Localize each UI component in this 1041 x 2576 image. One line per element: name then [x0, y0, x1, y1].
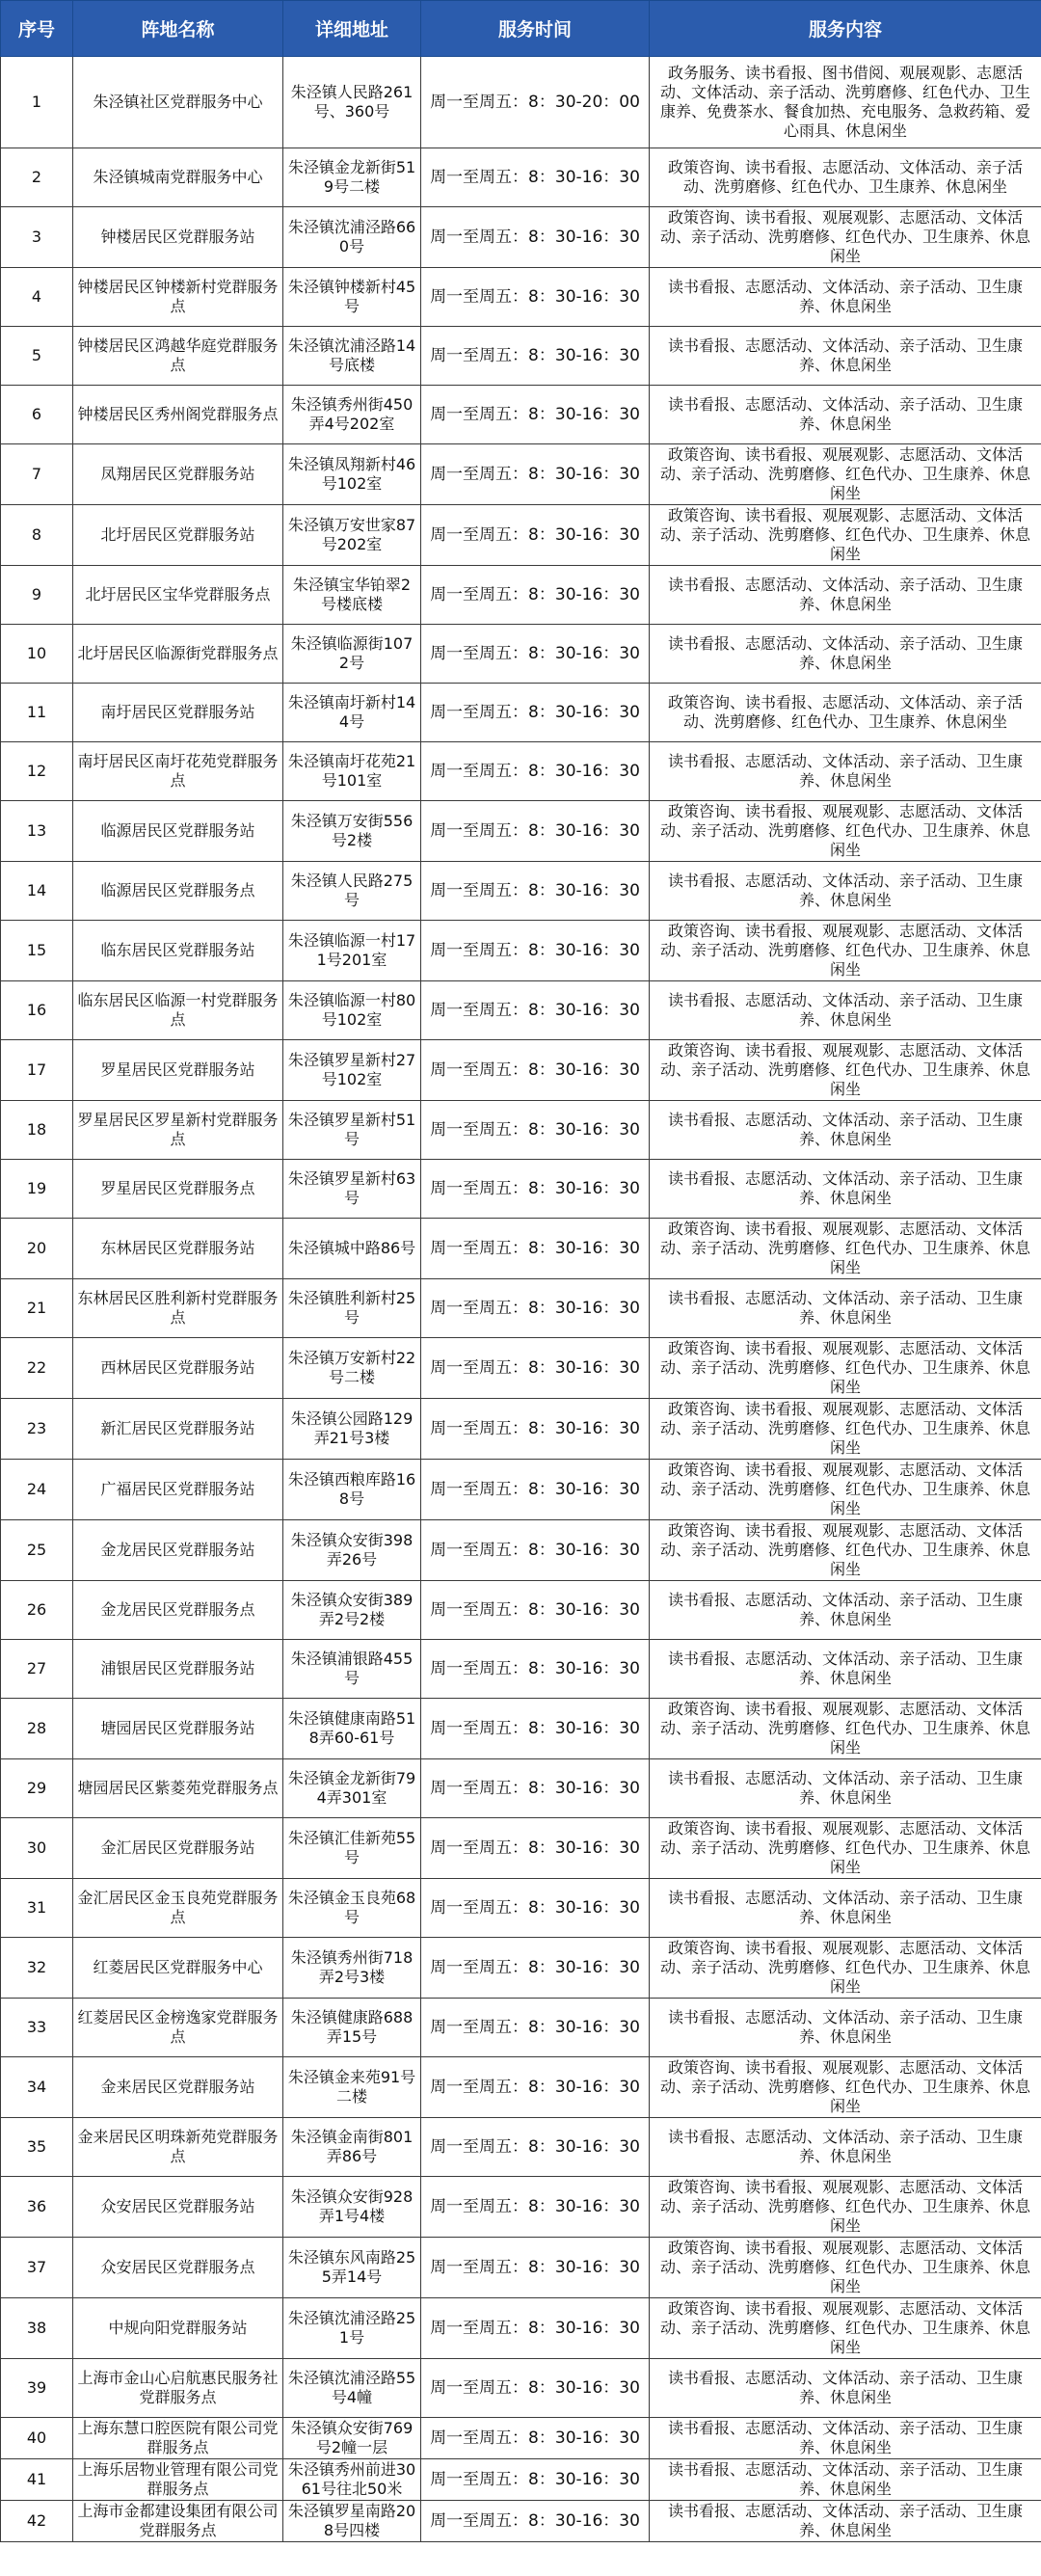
table-body — [1, 57, 1041, 2542]
table-row — [1, 148, 1041, 207]
row-address: 朱泾镇秀州街718弄2号3楼 — [283, 1938, 421, 1999]
table-row — [1, 2238, 1041, 2298]
row-service-content: 读书看报、志愿活动、文体活动、亲子活动、卫生康养、休息闲坐 — [650, 1160, 1041, 1219]
row-number: 30 — [1, 1818, 73, 1879]
row-number: 2 — [1, 148, 73, 207]
row-site-name: 临东居民区临源一村党群服务点 — [73, 981, 283, 1040]
table-row — [1, 1581, 1041, 1640]
table-row — [1, 2057, 1041, 2118]
row-number: 4 — [1, 268, 73, 327]
row-address: 朱泾镇胜利新村25号 — [283, 1279, 421, 1338]
row-address: 朱泾镇人民路275号 — [283, 862, 421, 921]
table-row — [1, 981, 1041, 1040]
row-site-name: 金来居民区党群服务站 — [73, 2057, 283, 2118]
row-service-content: 读书看报、志愿活动、文体活动、亲子活动、卫生康养、休息闲坐 — [650, 1999, 1041, 2057]
row-site-name: 众安居民区党群服务站 — [73, 2177, 283, 2238]
row-service-content: 政策咨询、读书看报、志愿活动、文体活动、亲子活动、洗剪磨修、红色代办、卫生康养、休息闲坐 — [650, 148, 1041, 207]
row-service-time: 周一至周五：8：30-16：30 — [421, 268, 650, 327]
table-row — [1, 1219, 1041, 1279]
row-service-time: 周一至周五：8：30-16：30 — [421, 1160, 650, 1219]
table-row — [1, 1879, 1041, 1938]
row-address: 朱泾镇金龙新街794弄301室 — [283, 1759, 421, 1818]
row-service-time: 周一至周五：8：30-16：30 — [421, 327, 650, 386]
row-service-time: 周一至周五：8：30-16：30 — [421, 2459, 650, 2501]
row-number: 11 — [1, 684, 73, 742]
row-service-time: 周一至周五：8：30-16：30 — [421, 1279, 650, 1338]
row-site-name: 钟楼居民区钟楼新村党群服务点 — [73, 268, 283, 327]
row-address: 朱泾镇人民路261号、360号 — [283, 57, 421, 148]
row-service-content: 政策咨询、读书看报、志愿活动、文体活动、亲子活动、洗剪磨修、红色代办、卫生康养、休息闲坐 — [650, 684, 1041, 742]
row-service-content: 读书看报、志愿活动、文体活动、亲子活动、卫生康养、休息闲坐 — [650, 566, 1041, 625]
row-number: 1 — [1, 57, 73, 148]
row-address: 朱泾镇临源街1072号 — [283, 625, 421, 684]
row-service-content: 政策咨询、读书看报、观展观影、志愿活动、文体活动、亲子活动、洗剪磨修、红色代办、卫生康养、休息闲坐 — [650, 2057, 1041, 2118]
row-address: 朱泾镇罗星新村63号 — [283, 1160, 421, 1219]
table-row — [1, 57, 1041, 148]
row-address: 朱泾镇众安街769号2幢一层 — [283, 2418, 421, 2459]
row-service-time: 周一至周五：8：30-16：30 — [421, 2177, 650, 2238]
row-address: 朱泾镇沈浦泾路14号底楼 — [283, 327, 421, 386]
row-service-time: 周一至周五：8：30-16：30 — [421, 684, 650, 742]
row-service-content: 政策咨询、读书看报、观展观影、志愿活动、文体活动、亲子活动、洗剪磨修、红色代办、卫生康养、休息闲坐 — [650, 801, 1041, 862]
table-row — [1, 1040, 1041, 1101]
row-service-content: 政策咨询、读书看报、观展观影、志愿活动、文体活动、亲子活动、洗剪磨修、红色代办、卫生康养、休息闲坐 — [650, 1520, 1041, 1581]
row-site-name: 东林居民区胜利新村党群服务点 — [73, 1279, 283, 1338]
row-number: 38 — [1, 2298, 73, 2359]
row-service-content: 读书看报、志愿活动、文体活动、亲子活动、卫生康养、休息闲坐 — [650, 1279, 1041, 1338]
table-header-row — [1, 1, 1041, 57]
row-number: 36 — [1, 2177, 73, 2238]
row-number: 15 — [1, 921, 73, 981]
row-number: 16 — [1, 981, 73, 1040]
row-site-name: 金汇居民区党群服务站 — [73, 1818, 283, 1879]
row-service-content: 政策咨询、读书看报、观展观影、志愿活动、文体活动、亲子活动、洗剪磨修、红色代办、卫生康养、休息闲坐 — [650, 1040, 1041, 1101]
row-service-content: 政策咨询、读书看报、观展观影、志愿活动、文体活动、亲子活动、洗剪磨修、红色代办、卫生康养、休息闲坐 — [650, 921, 1041, 981]
row-site-name: 西林居民区党群服务站 — [73, 1338, 283, 1399]
table-row — [1, 566, 1041, 625]
table-row — [1, 801, 1041, 862]
row-address: 朱泾镇万安街556号2楼 — [283, 801, 421, 862]
row-number: 33 — [1, 1999, 73, 2057]
row-site-name: 临东居民区党群服务站 — [73, 921, 283, 981]
row-service-content: 政策咨询、读书看报、观展观影、志愿活动、文体活动、亲子活动、洗剪磨修、红色代办、卫生康养、休息闲坐 — [650, 1399, 1041, 1460]
row-number: 26 — [1, 1581, 73, 1640]
row-service-content: 读书看报、志愿活动、文体活动、亲子活动、卫生康养、休息闲坐 — [650, 2418, 1041, 2459]
row-service-time: 周一至周五：8：30-16：30 — [421, 386, 650, 444]
row-address: 朱泾镇凤翔新村46号102室 — [283, 444, 421, 505]
row-site-name: 上海市金都建设集团有限公司党群服务点 — [73, 2501, 283, 2542]
row-site-name: 罗星居民区罗星新村党群服务点 — [73, 1101, 283, 1160]
row-site-name: 上海市金山心启航惠民服务社党群服务点 — [73, 2359, 283, 2418]
row-service-time: 周一至周五：8：30-16：30 — [421, 2359, 650, 2418]
row-service-content: 政策咨询、读书看报、观展观影、志愿活动、文体活动、亲子活动、洗剪磨修、红色代办、卫生康养、休息闲坐 — [650, 1938, 1041, 1999]
row-address: 朱泾镇健康南路518弄60-61号 — [283, 1699, 421, 1759]
row-address: 朱泾镇万安世家87号202室 — [283, 505, 421, 566]
row-site-name: 南圩居民区党群服务站 — [73, 684, 283, 742]
row-address: 朱泾镇公园路129弄21号3楼 — [283, 1399, 421, 1460]
row-service-time: 周一至周五：8：30-16：30 — [421, 1879, 650, 1938]
row-address: 朱泾镇众安街398弄26号 — [283, 1520, 421, 1581]
row-service-content: 读书看报、志愿活动、文体活动、亲子活动、卫生康养、休息闲坐 — [650, 742, 1041, 801]
row-service-time: 周一至周五：8：30-16：30 — [421, 1699, 650, 1759]
row-number: 37 — [1, 2238, 73, 2298]
row-service-content: 政策咨询、读书看报、观展观影、志愿活动、文体活动、亲子活动、洗剪磨修、红色代办、卫生康养、休息闲坐 — [650, 444, 1041, 505]
row-number: 32 — [1, 1938, 73, 1999]
table-row — [1, 1279, 1041, 1338]
table-row — [1, 444, 1041, 505]
row-site-name: 临源居民区党群服务点 — [73, 862, 283, 921]
row-site-name: 红菱居民区党群服务中心 — [73, 1938, 283, 1999]
row-number: 27 — [1, 1640, 73, 1699]
row-site-name: 新汇居民区党群服务站 — [73, 1399, 283, 1460]
row-service-time: 周一至周五：8：30-16：30 — [421, 2238, 650, 2298]
row-number: 13 — [1, 801, 73, 862]
row-site-name: 钟楼居民区秀州阁党群服务点 — [73, 386, 283, 444]
row-service-time: 周一至周五：8：30-16：30 — [421, 444, 650, 505]
header-service-time: 服务时间 — [421, 1, 650, 57]
row-address: 朱泾镇金来苑91号二楼 — [283, 2057, 421, 2118]
row-service-time: 周一至周五：8：30-20：00 — [421, 57, 650, 148]
row-site-name: 朱泾镇社区党群服务中心 — [73, 57, 283, 148]
row-address: 朱泾镇金龙新街519号二楼 — [283, 148, 421, 207]
row-address: 朱泾镇临源一村171号201室 — [283, 921, 421, 981]
row-number: 18 — [1, 1101, 73, 1160]
row-number: 8 — [1, 505, 73, 566]
row-number: 35 — [1, 2118, 73, 2177]
row-site-name: 朱泾镇城南党群服务中心 — [73, 148, 283, 207]
row-number: 5 — [1, 327, 73, 386]
row-service-content: 政策咨询、读书看报、观展观影、志愿活动、文体活动、亲子活动、洗剪磨修、红色代办、卫生康养、休息闲坐 — [650, 505, 1041, 566]
table-row — [1, 2118, 1041, 2177]
table-row — [1, 2418, 1041, 2459]
row-number: 14 — [1, 862, 73, 921]
row-site-name: 北圩居民区临源街党群服务点 — [73, 625, 283, 684]
row-service-time: 周一至周五：8：30-16：30 — [421, 801, 650, 862]
table-row — [1, 505, 1041, 566]
row-number: 42 — [1, 2501, 73, 2542]
row-number: 25 — [1, 1520, 73, 1581]
row-service-content: 读书看报、志愿活动、文体活动、亲子活动、卫生康养、休息闲坐 — [650, 1759, 1041, 1818]
row-address: 朱泾镇浦银路455号 — [283, 1640, 421, 1699]
row-service-time: 周一至周五：8：30-16：30 — [421, 1581, 650, 1640]
row-address: 朱泾镇宝华铂翠2号楼底楼 — [283, 566, 421, 625]
table-row — [1, 1938, 1041, 1999]
table-row — [1, 862, 1041, 921]
row-service-content: 读书看报、志愿活动、文体活动、亲子活动、卫生康养、休息闲坐 — [650, 981, 1041, 1040]
row-number: 40 — [1, 2418, 73, 2459]
row-service-content: 政务服务、读书看报、图书借阅、观展观影、志愿活动、文体活动、亲子活动、洗剪磨修、红色代办、卫生康养、免费茶水、餐食加热、充电服务、急救药箱、爱心雨具、休息闲坐 — [650, 57, 1041, 148]
row-number: 24 — [1, 1460, 73, 1520]
row-site-name: 钟楼居民区党群服务站 — [73, 207, 283, 268]
row-service-content: 政策咨询、读书看报、观展观影、志愿活动、文体活动、亲子活动、洗剪磨修、红色代办、卫生康养、休息闲坐 — [650, 207, 1041, 268]
row-number: 17 — [1, 1040, 73, 1101]
row-service-time: 周一至周五：8：30-16：30 — [421, 1999, 650, 2057]
row-service-content: 政策咨询、读书看报、观展观影、志愿活动、文体活动、亲子活动、洗剪磨修、红色代办、卫生康养、休息闲坐 — [650, 1219, 1041, 1279]
row-site-name: 北圩居民区党群服务站 — [73, 505, 283, 566]
row-number: 39 — [1, 2359, 73, 2418]
row-service-content: 读书看报、志愿活动、文体活动、亲子活动、卫生康养、休息闲坐 — [650, 1879, 1041, 1938]
table-row — [1, 1460, 1041, 1520]
table-row — [1, 386, 1041, 444]
table-row — [1, 921, 1041, 981]
table-row — [1, 2359, 1041, 2418]
row-service-content: 政策咨询、读书看报、观展观影、志愿活动、文体活动、亲子活动、洗剪磨修、红色代办、卫生康养、休息闲坐 — [650, 2238, 1041, 2298]
table-row — [1, 1160, 1041, 1219]
row-service-time: 周一至周五：8：30-16：30 — [421, 1460, 650, 1520]
header-address: 详细地址 — [283, 1, 421, 57]
row-service-time: 周一至周五：8：30-16：30 — [421, 1338, 650, 1399]
row-number: 22 — [1, 1338, 73, 1399]
table-row — [1, 1818, 1041, 1879]
row-number: 29 — [1, 1759, 73, 1818]
row-service-content: 读书看报、志愿活动、文体活动、亲子活动、卫生康养、休息闲坐 — [650, 1101, 1041, 1160]
row-site-name: 东林居民区党群服务站 — [73, 1219, 283, 1279]
row-address: 朱泾镇南圩新村144号 — [283, 684, 421, 742]
row-number: 9 — [1, 566, 73, 625]
row-number: 10 — [1, 625, 73, 684]
table-row — [1, 2177, 1041, 2238]
row-service-time: 周一至周五：8：30-16：30 — [421, 1101, 650, 1160]
row-service-time: 周一至周五：8：30-16：30 — [421, 566, 650, 625]
row-service-time: 周一至周五：8：30-16：30 — [421, 2418, 650, 2459]
row-service-time: 周一至周五：8：30-16：30 — [421, 981, 650, 1040]
row-service-content: 读书看报、志愿活动、文体活动、亲子活动、卫生康养、休息闲坐 — [650, 327, 1041, 386]
row-service-time: 周一至周五：8：30-16：30 — [421, 1759, 650, 1818]
row-site-name: 罗星居民区党群服务站 — [73, 1040, 283, 1101]
table-row — [1, 2298, 1041, 2359]
row-site-name: 上海乐居物业管理有限公司党群服务点 — [73, 2459, 283, 2501]
row-site-name: 众安居民区党群服务点 — [73, 2238, 283, 2298]
row-number: 34 — [1, 2057, 73, 2118]
table-row — [1, 684, 1041, 742]
row-service-time: 周一至周五：8：30-16：30 — [421, 207, 650, 268]
row-service-content: 读书看报、志愿活动、文体活动、亲子活动、卫生康养、休息闲坐 — [650, 625, 1041, 684]
row-site-name: 金龙居民区党群服务站 — [73, 1520, 283, 1581]
row-service-time: 周一至周五：8：30-16：30 — [421, 1818, 650, 1879]
table-row — [1, 1399, 1041, 1460]
row-address: 朱泾镇秀州街450弄4号202室 — [283, 386, 421, 444]
row-address: 朱泾镇沈浦泾路55号4幢 — [283, 2359, 421, 2418]
row-address: 朱泾镇西粮库路168号 — [283, 1460, 421, 1520]
row-site-name: 广福居民区党群服务站 — [73, 1460, 283, 1520]
row-service-content: 读书看报、志愿活动、文体活动、亲子活动、卫生康养、休息闲坐 — [650, 386, 1041, 444]
table-row — [1, 268, 1041, 327]
row-service-time: 周一至周五：8：30-16：30 — [421, 625, 650, 684]
row-address: 朱泾镇东风南路255弄14号 — [283, 2238, 421, 2298]
row-site-name: 红菱居民区金榜逸家党群服务点 — [73, 1999, 283, 2057]
row-site-name: 南圩居民区南圩花苑党群服务点 — [73, 742, 283, 801]
table-row — [1, 1338, 1041, 1399]
row-address: 朱泾镇沈浦泾路660号 — [283, 207, 421, 268]
row-service-time: 周一至周五：8：30-16：30 — [421, 1938, 650, 1999]
row-number: 3 — [1, 207, 73, 268]
row-site-name: 金龙居民区党群服务点 — [73, 1581, 283, 1640]
table-row — [1, 2501, 1041, 2542]
row-number: 21 — [1, 1279, 73, 1338]
row-number: 28 — [1, 1699, 73, 1759]
row-number: 7 — [1, 444, 73, 505]
table-row — [1, 742, 1041, 801]
row-site-name: 中规向阳党群服务站 — [73, 2298, 283, 2359]
row-service-time: 周一至周五：8：30-16：30 — [421, 2298, 650, 2359]
header-site-name: 阵地名称 — [73, 1, 283, 57]
table-row — [1, 1640, 1041, 1699]
row-service-content: 读书看报、志愿活动、文体活动、亲子活动、卫生康养、休息闲坐 — [650, 2459, 1041, 2501]
row-address: 朱泾镇健康路688弄15号 — [283, 1999, 421, 2057]
row-service-content: 政策咨询、读书看报、观展观影、志愿活动、文体活动、亲子活动、洗剪磨修、红色代办、卫生康养、休息闲坐 — [650, 1818, 1041, 1879]
header-service-content: 服务内容 — [650, 1, 1041, 57]
table-row — [1, 1699, 1041, 1759]
row-address: 朱泾镇临源一村80号102室 — [283, 981, 421, 1040]
row-number: 41 — [1, 2459, 73, 2501]
row-address: 朱泾镇金南街801弄86号 — [283, 2118, 421, 2177]
row-address: 朱泾镇沈浦泾路251号 — [283, 2298, 421, 2359]
row-service-content: 政策咨询、读书看报、观展观影、志愿活动、文体活动、亲子活动、洗剪磨修、红色代办、卫生康养、休息闲坐 — [650, 1338, 1041, 1399]
table-row — [1, 625, 1041, 684]
row-service-time: 周一至周五：8：30-16：30 — [421, 1399, 650, 1460]
row-service-time: 周一至周五：8：30-16：30 — [421, 2057, 650, 2118]
row-site-name: 金来居民区明珠新苑党群服务点 — [73, 2118, 283, 2177]
table-row — [1, 327, 1041, 386]
row-service-content: 读书看报、志愿活动、文体活动、亲子活动、卫生康养、休息闲坐 — [650, 862, 1041, 921]
row-site-name: 金汇居民区金玉良苑党群服务点 — [73, 1879, 283, 1938]
row-service-time: 周一至周五：8：30-16：30 — [421, 505, 650, 566]
row-service-content: 读书看报、志愿活动、文体活动、亲子活动、卫生康养、休息闲坐 — [650, 1581, 1041, 1640]
row-site-name: 钟楼居民区鸿越华庭党群服务点 — [73, 327, 283, 386]
table-row — [1, 1759, 1041, 1818]
row-service-content: 读书看报、志愿活动、文体活动、亲子活动、卫生康养、休息闲坐 — [650, 1640, 1041, 1699]
table-row — [1, 1999, 1041, 2057]
row-number: 23 — [1, 1399, 73, 1460]
row-number: 31 — [1, 1879, 73, 1938]
row-site-name: 塘园居民区紫菱苑党群服务点 — [73, 1759, 283, 1818]
row-service-content: 读书看报、志愿活动、文体活动、亲子活动、卫生康养、休息闲坐 — [650, 2118, 1041, 2177]
row-service-content: 政策咨询、读书看报、观展观影、志愿活动、文体活动、亲子活动、洗剪磨修、红色代办、卫生康养、休息闲坐 — [650, 1699, 1041, 1759]
table-row — [1, 1101, 1041, 1160]
table-row — [1, 1520, 1041, 1581]
row-address: 朱泾镇众安街389弄2号2楼 — [283, 1581, 421, 1640]
row-address: 朱泾镇万安新村22号二楼 — [283, 1338, 421, 1399]
row-service-time: 周一至周五：8：30-16：30 — [421, 2501, 650, 2542]
row-address: 朱泾镇罗星南路208号四楼 — [283, 2501, 421, 2542]
header-number: 序号 — [1, 1, 73, 57]
row-service-time: 周一至周五：8：30-16：30 — [421, 921, 650, 981]
row-address: 朱泾镇众安街928弄1号4楼 — [283, 2177, 421, 2238]
row-service-content: 读书看报、志愿活动、文体活动、亲子活动、卫生康养、休息闲坐 — [650, 2359, 1041, 2418]
row-service-time: 周一至周五：8：30-16：30 — [421, 1219, 650, 1279]
row-service-time: 周一至周五：8：30-16：30 — [421, 148, 650, 207]
row-site-name: 上海东慧口腔医院有限公司党群服务点 — [73, 2418, 283, 2459]
row-site-name: 塘园居民区党群服务站 — [73, 1699, 283, 1759]
row-address: 朱泾镇南圩花苑21号101室 — [283, 742, 421, 801]
row-site-name: 罗星居民区党群服务点 — [73, 1160, 283, 1219]
row-address: 朱泾镇钟楼新村45号 — [283, 268, 421, 327]
table-row — [1, 2459, 1041, 2501]
row-service-time: 周一至周五：8：30-16：30 — [421, 1040, 650, 1101]
row-site-name: 凤翔居民区党群服务站 — [73, 444, 283, 505]
row-address: 朱泾镇罗星新村27号102室 — [283, 1040, 421, 1101]
row-service-time: 周一至周五：8：30-16：30 — [421, 742, 650, 801]
row-service-time: 周一至周五：8：30-16：30 — [421, 1640, 650, 1699]
row-number: 20 — [1, 1219, 73, 1279]
row-site-name: 临源居民区党群服务站 — [73, 801, 283, 862]
row-service-time: 周一至周五：8：30-16：30 — [421, 862, 650, 921]
row-number: 6 — [1, 386, 73, 444]
row-address: 朱泾镇罗星新村51号 — [283, 1101, 421, 1160]
row-service-content: 读书看报、志愿活动、文体活动、亲子活动、卫生康养、休息闲坐 — [650, 268, 1041, 327]
row-address: 朱泾镇金玉良苑68号 — [283, 1879, 421, 1938]
row-service-time: 周一至周五：8：30-16：30 — [421, 1520, 650, 1581]
row-site-name: 浦银居民区党群服务站 — [73, 1640, 283, 1699]
row-service-content: 政策咨询、读书看报、观展观影、志愿活动、文体活动、亲子活动、洗剪磨修、红色代办、卫生康养、休息闲坐 — [650, 2177, 1041, 2238]
row-address: 朱泾镇秀州前进3061号往北50米 — [283, 2459, 421, 2501]
row-number: 19 — [1, 1160, 73, 1219]
table-row — [1, 207, 1041, 268]
row-service-content: 政策咨询、读书看报、观展观影、志愿活动、文体活动、亲子活动、洗剪磨修、红色代办、卫生康养、休息闲坐 — [650, 1460, 1041, 1520]
row-site-name: 北圩居民区宝华党群服务点 — [73, 566, 283, 625]
row-address: 朱泾镇汇佳新苑55号 — [283, 1818, 421, 1879]
row-service-time: 周一至周五：8：30-16：30 — [421, 2118, 650, 2177]
row-address: 朱泾镇城中路86号 — [283, 1219, 421, 1279]
row-service-content: 读书看报、志愿活动、文体活动、亲子活动、卫生康养、休息闲坐 — [650, 2501, 1041, 2542]
row-number: 12 — [1, 742, 73, 801]
row-service-content: 政策咨询、读书看报、观展观影、志愿活动、文体活动、亲子活动、洗剪磨修、红色代办、卫生康养、休息闲坐 — [650, 2298, 1041, 2359]
